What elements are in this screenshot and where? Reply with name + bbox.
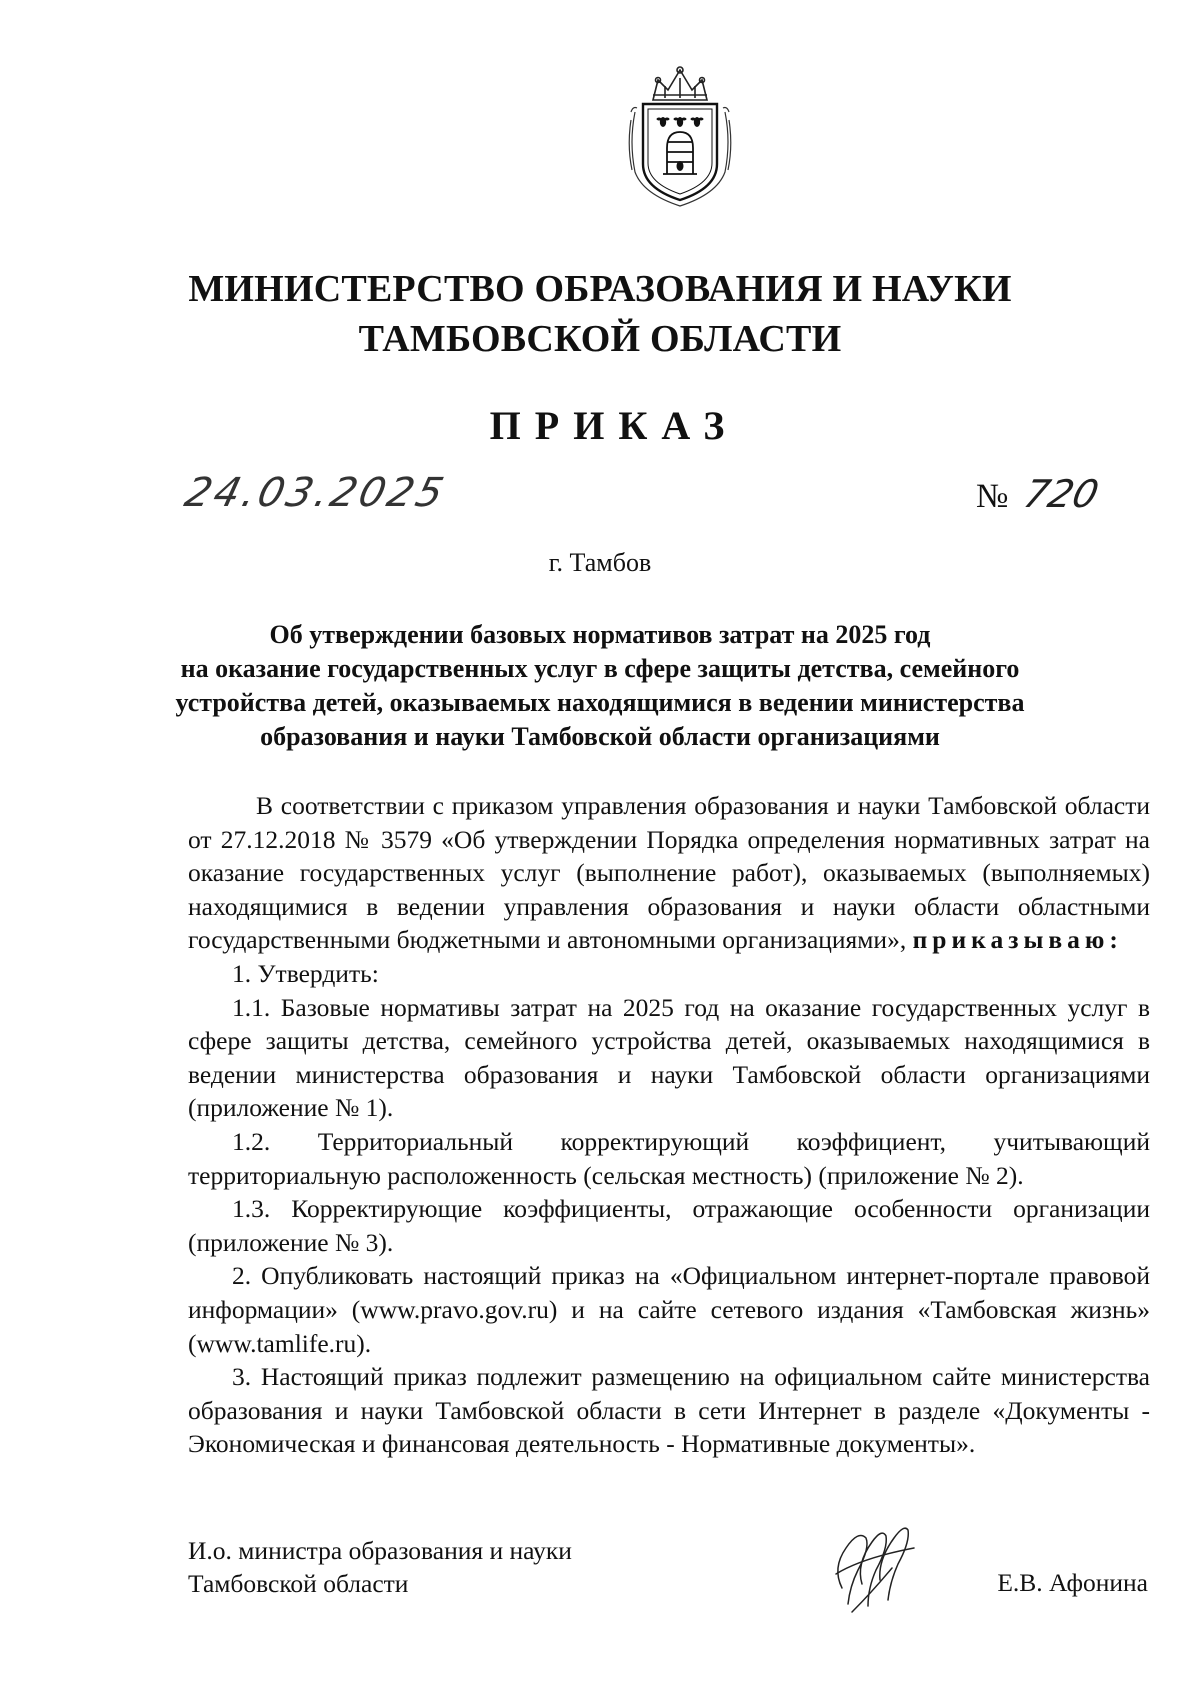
- subject-line: Об утверждении базовых нормативов затрат на 2025 год: [269, 620, 931, 649]
- preamble-text: В соответствии с приказом управления образования и науки Тамбовской области от 27.12.2018 № 3579 «Об утверждении Порядка определения нормативных затрат на оказание государственных услуг (выполнение работ), оказываемых (выполняемых) находящимися в ведении управления образования и науки области областными государственными бюджетными и автономными организациями»,: [188, 791, 1150, 955]
- order-item: 1.1. Базовые нормативы затрат на 2025 год на оказание государственных услуг в сфере защиты детства, семейного устройства детей, оказываемых находящимися в ведении министерства образования и науки Тамбовской области организациями (приложение № 1).: [188, 992, 1150, 1123]
- order-item: 1. Утвердить:: [232, 958, 379, 988]
- order-item: 3. Настоящий приказ подлежит размещению на официальном сайте министерства образования и науки Тамбовской области в сети Интернет в разделе «Документы - Экономическая и финансовая деятельность - Нормативные документы».: [188, 1362, 1150, 1459]
- signatory-title-line2: Тамбовской области: [188, 1569, 409, 1598]
- city-line: г. Тамбов: [548, 548, 652, 577]
- number-sign: №: [976, 478, 1009, 515]
- ministry-name-line1: МИНИСТЕРСТВО ОБРАЗОВАНИЯ И НАУКИ: [188, 268, 1012, 310]
- order-item: 1.2. Территориальный корректирующий коэффициент, учитывающий территориальную расположенность (сельская местность) (приложение № 2).: [188, 1126, 1150, 1190]
- tambov-coat-of-arms-icon: [625, 62, 735, 210]
- order-body: [188, 789, 1150, 1461]
- order-word: приказываю: [912, 925, 1110, 955]
- order-item: 2. Опубликовать настоящий приказ на «Официальном интернет-портале правовой информации» (www.pravo.gov.ru) и на сайте сетевого издания «Тамбовская жизнь» (www.tamlife.ru).: [188, 1261, 1150, 1358]
- order-subject: [0, 618, 1200, 754]
- document-type-title: ПРИКАЗ: [489, 403, 739, 448]
- handwritten-signature: [822, 1508, 926, 1618]
- order-colon: :: [1109, 925, 1123, 955]
- subject-line: образования и науки Тамбовской области организациями: [260, 722, 940, 751]
- subject-line: устройства детей, оказываемых находящимися в ведении министерства: [175, 688, 1025, 717]
- signatory-title: [188, 1534, 572, 1600]
- order-number: [976, 472, 1103, 516]
- signatory-name: Е.В. Афонина: [997, 1568, 1148, 1597]
- order-item: 1.3. Корректирующие коэффициенты, отражающие особенности организации (приложение № 3).: [188, 1194, 1150, 1257]
- signatory-title-line1: И.о. министра образования и науки: [188, 1536, 572, 1565]
- ministry-name-line2: ТАМБОВСКОЙ ОБЛАСТИ: [358, 318, 842, 360]
- preamble-paragraph: [188, 789, 1150, 957]
- handwritten-date: 24.03.2025: [180, 470, 451, 516]
- handwritten-number: 720: [1019, 472, 1103, 516]
- subject-line: на оказание государственных услуг в сфере защиты детства, семейного: [180, 654, 1020, 683]
